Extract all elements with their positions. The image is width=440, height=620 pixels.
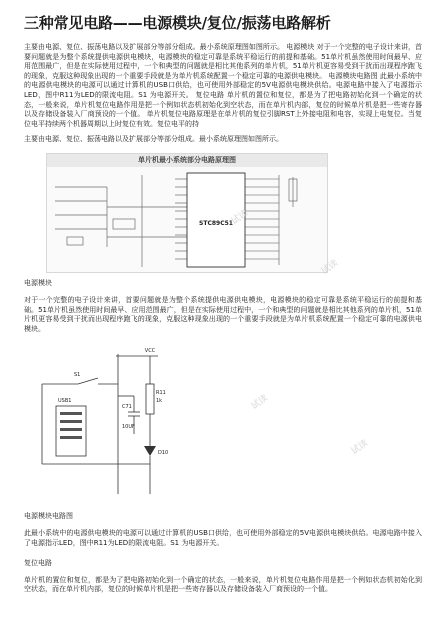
figure-caption-power: 电源模块电路图 bbox=[24, 512, 73, 521]
figure-title: 单片机最小系统部分电路原理图 bbox=[47, 154, 327, 167]
power-circuit-figure bbox=[38, 344, 178, 504]
power-circuit-drawing bbox=[38, 344, 178, 504]
vcc-label: VCC bbox=[144, 348, 156, 355]
watermark: 试读 bbox=[249, 393, 271, 412]
s1-label: S1 bbox=[74, 372, 81, 379]
watermark: 试读 bbox=[319, 258, 341, 277]
lead-sentence: 主要由电源、复位、振荡电路以及扩展部分等部分组成。最小系统原理图如图所示。 bbox=[24, 135, 283, 144]
reset-paragraph: 单片机的置位和复位，都是为了把电路初始化到一个确定的状态，一般来说，单片机复位电路作用是把一个例如状态机初始化到空状态，而在单片机内部，复位的时候单片机是把一些寄存器以及存储设备装入厂商预设的一个值。 bbox=[24, 575, 422, 594]
r11-label: R11 bbox=[156, 390, 166, 397]
watermark: 试读 bbox=[349, 438, 371, 457]
usb-label: USB1 bbox=[58, 398, 72, 405]
section-heading-power: 电源模块 bbox=[24, 278, 52, 287]
c71-label: C71 bbox=[122, 404, 132, 411]
r11-value: 1k bbox=[156, 398, 163, 405]
section-heading-reset: 复位电路 bbox=[24, 558, 52, 567]
c71-value: 10UF bbox=[122, 424, 135, 431]
schematic-figure-1 bbox=[46, 153, 328, 273]
power-description: 此最小系统中的电源供电模块的电源可以通过计算机的USB口供给，也可使用外部稳定的5V电源供电模块供给。电源电路中接入了电源指示LED，图中R11为LED的限流电阻。S1 为电源开关。 bbox=[24, 529, 422, 547]
schematic-drawing bbox=[47, 167, 327, 272]
intro-paragraph: 主要由电源、复位、振荡电路以及扩展部分等部分组成。最小系统原理图如图所示。 电源模块 对于一个完整的电子设计来讲，首要问题就是为整个系统提供电源供电模块，电源模块的稳定可靠是系统平稳运行的前提和基础。51单片机虽然使用时间最早、应用范围最广，但是在实际使用过程中，一个和典型的问题就是相比其他系列的单片机，51单片机更容易受到干扰而出现程序跑飞的现象，克服这种现象出现的一个重要手段就是为单片机系统配置一个稳定可靠的电源供电模块。 电源模块电路图 此最小系统中的电源供电模块的电源可以通过计算机的USB口供给，也可使用外部稳定的5V电源供电模块供给。电源电路中接入了电源指示LED，图中R11为LED的限流电阻。S1 为电源开关。 复位电路 单片机的置位和复位，都是为了把电路初始化到一个确定的状态，一般来说，单片机复位电路作用是把一个例如状态机初始化到空状态，而在单片机内部，复位的时候单片机是把一些寄存器以及存储设备装入厂商预设的一个值。 单片机复位电路原理是在单片机的复位引脚RST上外接电阻和电容，实现上电复位。当复位电平持续两个机器周期以上时复位有效。复位电平的持 bbox=[24, 43, 422, 128]
page-title: 三种常见电路——电源模块/复位/振荡电路解析 bbox=[24, 14, 331, 32]
power-paragraph: 对于一个完整的电子设计来讲，首要问题就是为整个系统提供电源供电模块，电源模块的稳定可靠是系统平稳运行的前提和基础。51单片机虽然使用时间最早、应用范围最广，但是在实际使用过程中，一个和典型的问题就是相比其他系列的单片机，51单片机更容易受到干扰而出现程序跑飞的现象，克服这种现象出现的一个重要手段就是为单片机系统配置一个稳定可靠的电源供电模块。 bbox=[24, 295, 422, 333]
watermark: 试读 bbox=[229, 208, 251, 227]
d10-label: D10 bbox=[158, 450, 169, 457]
chip-label: STC89C51 bbox=[199, 219, 233, 227]
